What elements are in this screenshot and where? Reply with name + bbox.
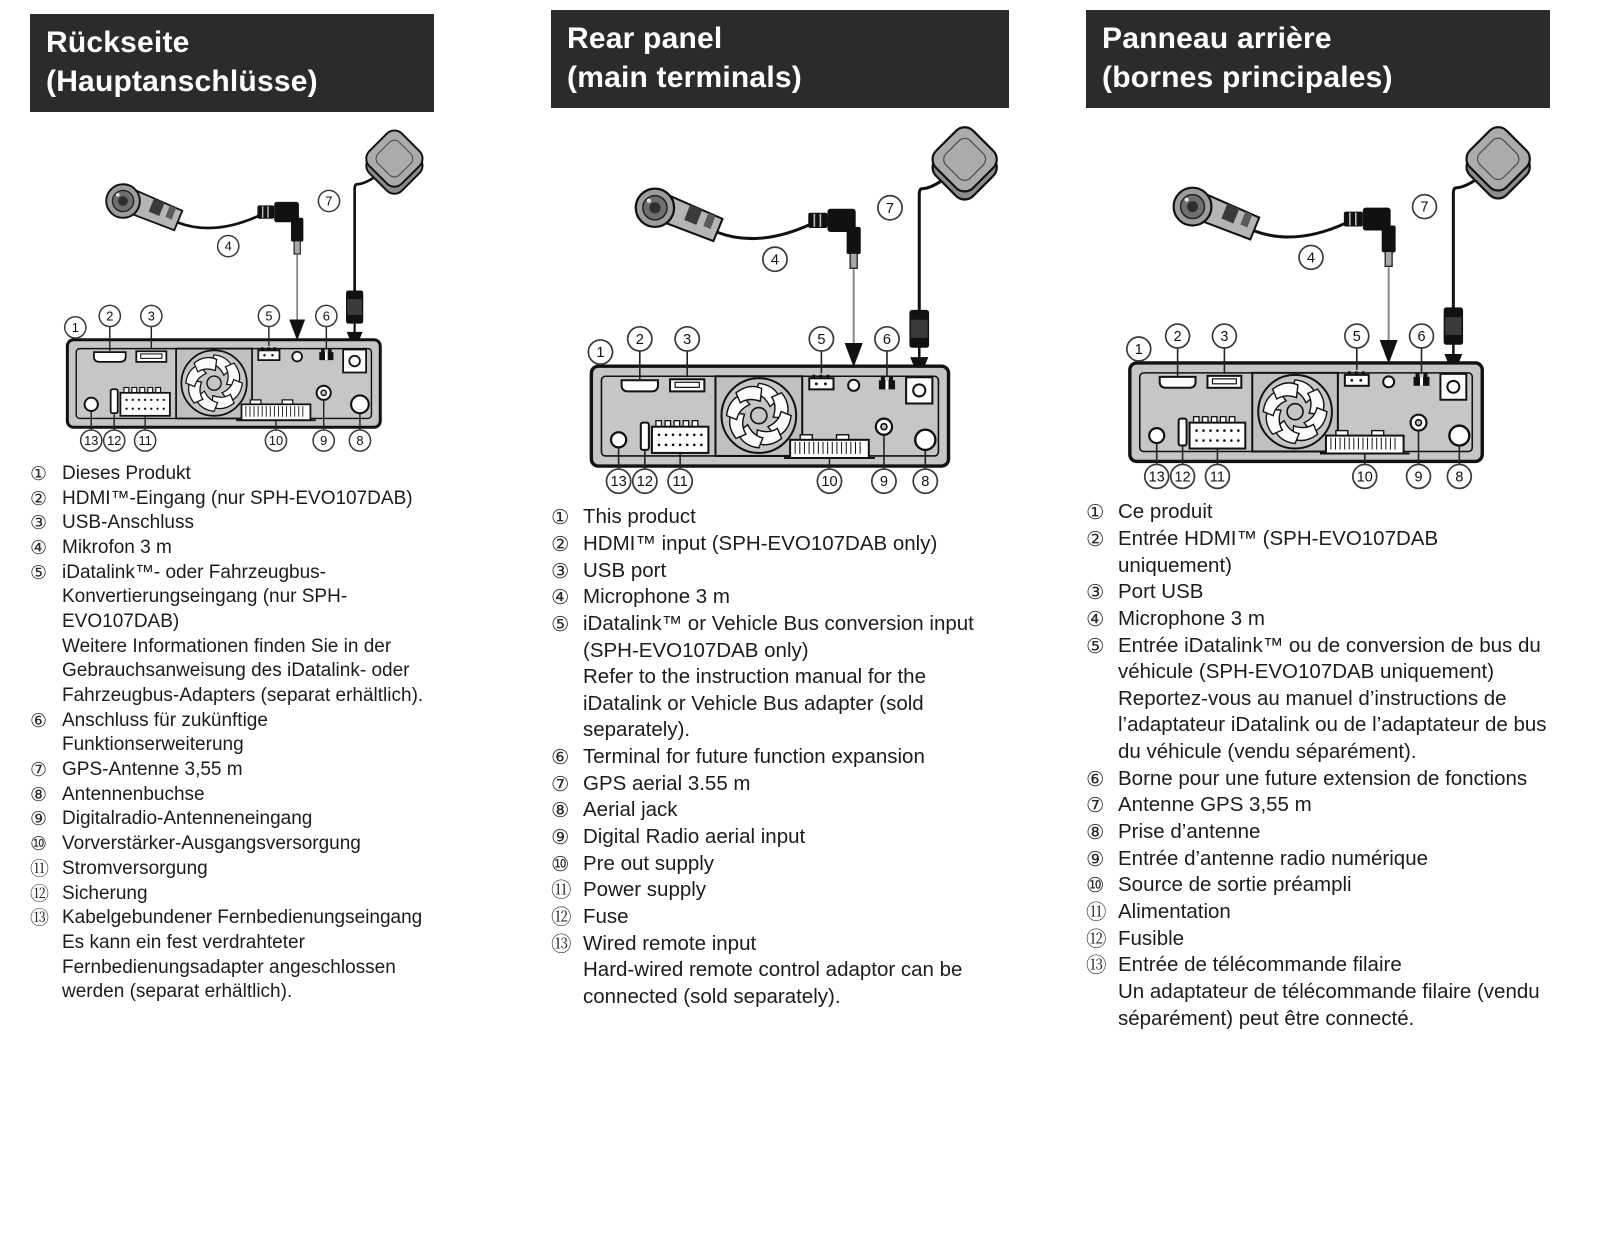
callout-7 bbox=[318, 190, 339, 211]
gps-antenna-icon bbox=[347, 126, 427, 351]
section-subtitle: (Hauptanschlüsse) bbox=[46, 65, 318, 98]
section-title: Rear panel bbox=[567, 22, 723, 55]
mic-jack bbox=[292, 352, 302, 362]
aerial-jack bbox=[351, 395, 369, 413]
item-number: ⑤ bbox=[30, 561, 48, 584]
svg-text:3: 3 bbox=[683, 331, 692, 348]
legend-item-9 bbox=[1086, 846, 1550, 873]
callout-5 bbox=[258, 305, 279, 326]
item-number: ⑫ bbox=[1086, 926, 1107, 951]
callout-1 bbox=[588, 340, 612, 364]
column-german bbox=[30, 14, 434, 1005]
section-header-de bbox=[30, 14, 434, 112]
legend-item-10 bbox=[551, 851, 1009, 878]
svg-text:6: 6 bbox=[322, 308, 330, 324]
svg-text:12: 12 bbox=[1174, 469, 1191, 486]
legend-item-9 bbox=[551, 824, 1009, 851]
item-text: iDatalink™- oder Fahrzeugbus-Konvertierungseingang (nur SPH-EVO107DAB) Weitere Informationen finden Sie in der Gebrauchsanweisung des iDatalink- oder Fahrzeugbus-Adapters (separat erhältlich). bbox=[62, 561, 434, 709]
legend-item-5 bbox=[30, 561, 434, 709]
item-number: ⑩ bbox=[551, 851, 570, 876]
callout-3 bbox=[1212, 324, 1236, 348]
legend-item-8 bbox=[1086, 819, 1550, 846]
hdmi-port bbox=[1160, 377, 1196, 388]
legend-item-2 bbox=[551, 531, 1009, 558]
callout-4 bbox=[218, 235, 239, 256]
callout-8 bbox=[913, 469, 937, 493]
item-number: ⑥ bbox=[1086, 766, 1105, 791]
wired-remote-jack bbox=[85, 398, 98, 411]
svg-text:3: 3 bbox=[147, 308, 155, 324]
svg-text:1: 1 bbox=[1134, 341, 1143, 358]
fuse bbox=[1179, 419, 1187, 446]
aerial-jack bbox=[915, 430, 935, 450]
legend-item-6 bbox=[1086, 766, 1550, 793]
usb-port bbox=[1207, 376, 1241, 388]
legend-item-1 bbox=[30, 462, 434, 487]
legend-item-8 bbox=[551, 797, 1009, 824]
section-header-fr bbox=[1086, 10, 1550, 108]
item-number: ⑪ bbox=[30, 857, 50, 880]
item-text: Entrée iDatalink™ ou de conversion de bus du véhicule (SPH-EVO107DAB uniquement) Reportez-vous au manuel d’instructions de l’adaptateur iDatalink ou de l’adaptateur de bus du véhicule (vendu séparément). bbox=[1118, 633, 1550, 766]
callout-12 bbox=[104, 430, 125, 451]
digital-radio-jack bbox=[876, 419, 892, 435]
item-number: ② bbox=[30, 487, 48, 510]
item-text: Aerial jack bbox=[583, 798, 678, 822]
callout-10 bbox=[1353, 464, 1377, 488]
svg-text:5: 5 bbox=[817, 331, 826, 348]
item-text: Terminal for future function expansion bbox=[583, 745, 925, 769]
item-number: ① bbox=[1086, 500, 1105, 525]
svg-text:13: 13 bbox=[84, 432, 99, 448]
item-text: USB-Anschluss bbox=[62, 512, 194, 534]
legend-item-12 bbox=[551, 904, 1009, 931]
callout-9 bbox=[313, 430, 334, 451]
legend-item-10 bbox=[30, 832, 434, 857]
svg-text:11: 11 bbox=[672, 474, 688, 491]
callout-7 bbox=[1413, 195, 1437, 219]
aerial-jack bbox=[1449, 426, 1469, 446]
digital-radio-jack bbox=[317, 386, 331, 400]
item-text: Borne pour une future extension de fonctions bbox=[1118, 766, 1528, 790]
item-text: Dieses Produkt bbox=[62, 462, 191, 484]
hdmi-port bbox=[94, 352, 126, 362]
item-text: Vorverstärker-Ausgangsversorgung bbox=[62, 833, 361, 855]
gps-antenna-icon bbox=[1444, 122, 1534, 376]
item-number: ③ bbox=[30, 512, 48, 535]
item-number: ⑨ bbox=[1086, 846, 1105, 871]
callout-3 bbox=[675, 327, 699, 351]
legend-item-6 bbox=[551, 744, 1009, 771]
callout-3 bbox=[141, 305, 162, 326]
legend-item-11 bbox=[1086, 899, 1550, 926]
svg-text:2: 2 bbox=[635, 331, 644, 348]
gps-jack bbox=[1440, 374, 1466, 400]
callout-6 bbox=[1410, 324, 1434, 348]
callout-10 bbox=[817, 469, 841, 493]
section-title: Rückseite bbox=[46, 26, 190, 59]
svg-text:3: 3 bbox=[1220, 329, 1229, 346]
usb-port bbox=[670, 379, 704, 391]
item-number: ⑫ bbox=[551, 904, 572, 929]
callout-4 bbox=[1299, 245, 1323, 269]
legend-fr bbox=[1086, 499, 1550, 1032]
arrow-down-icon bbox=[845, 343, 863, 367]
legend-item-10 bbox=[1086, 872, 1550, 899]
legend-item-5 bbox=[1086, 633, 1550, 766]
rear-panel-diagram-fr bbox=[1090, 121, 1536, 491]
item-number: ④ bbox=[1086, 606, 1105, 631]
item-text: Anschluss für zukünftige Funktionserweiterung bbox=[62, 709, 268, 756]
callout-13 bbox=[1145, 464, 1169, 488]
svg-text:1: 1 bbox=[596, 345, 605, 362]
item-number: ② bbox=[1086, 526, 1105, 551]
svg-text:8: 8 bbox=[921, 474, 930, 491]
usb-port bbox=[136, 351, 166, 362]
item-note: Reportez-vous au manuel d’instructions de l’adaptateur iDatalink ou de l’adaptateur de bus du véhicule (vendu séparément). bbox=[1118, 686, 1547, 764]
callout-13 bbox=[81, 430, 102, 451]
legend-item-4 bbox=[551, 584, 1009, 611]
svg-text:4: 4 bbox=[770, 252, 780, 269]
item-number: ⑫ bbox=[30, 882, 50, 905]
svg-text:4: 4 bbox=[224, 238, 232, 254]
callout-2 bbox=[1166, 324, 1190, 348]
item-number: ⑪ bbox=[551, 878, 572, 903]
callout-1 bbox=[1127, 337, 1151, 361]
item-number: ⑤ bbox=[1086, 633, 1105, 658]
legend-item-1 bbox=[551, 504, 1009, 531]
item-number: ⑦ bbox=[1086, 793, 1105, 818]
svg-text:11: 11 bbox=[138, 432, 152, 448]
section-subtitle: (bornes principales) bbox=[1102, 61, 1393, 94]
callout-9 bbox=[1407, 464, 1431, 488]
callout-5 bbox=[1345, 324, 1369, 348]
svg-text:10: 10 bbox=[821, 474, 838, 491]
item-text: Prise d’antenne bbox=[1118, 820, 1261, 844]
column-english bbox=[551, 10, 1009, 1010]
svg-text:2: 2 bbox=[106, 308, 114, 324]
callout-8 bbox=[1447, 464, 1471, 488]
svg-text:13: 13 bbox=[610, 474, 627, 491]
item-text: HDMI™ input (SPH-EVO107DAB only) bbox=[583, 531, 938, 555]
svg-text:9: 9 bbox=[320, 432, 328, 448]
rear-panel-diagram-en bbox=[551, 121, 1003, 496]
item-text: Microphone 3 m bbox=[583, 585, 730, 609]
callout-9 bbox=[872, 469, 896, 493]
svg-text:13: 13 bbox=[1148, 469, 1165, 486]
fuse bbox=[111, 389, 118, 413]
svg-text:6: 6 bbox=[1417, 329, 1426, 346]
legend-en bbox=[551, 504, 1009, 1010]
fuse bbox=[641, 423, 649, 450]
item-number: ⑬ bbox=[30, 907, 50, 930]
legend-item-12 bbox=[30, 882, 434, 907]
item-text: Digital Radio aerial input bbox=[583, 825, 806, 848]
item-text: Port USB bbox=[1118, 580, 1204, 604]
legend-item-2 bbox=[1086, 526, 1550, 579]
legend-de bbox=[30, 462, 434, 1005]
item-text: Sicherung bbox=[62, 882, 148, 904]
item-text: Mikrofon 3 m bbox=[62, 536, 172, 558]
digital-radio-jack bbox=[1411, 415, 1427, 431]
rear-panel-diagram-de bbox=[32, 125, 428, 454]
legend-item-7 bbox=[551, 771, 1009, 798]
legend-item-1 bbox=[1086, 499, 1550, 526]
item-number: ⑦ bbox=[551, 771, 570, 796]
svg-text:6: 6 bbox=[882, 331, 892, 348]
legend-item-9 bbox=[30, 807, 434, 832]
wired-remote-jack bbox=[611, 432, 626, 447]
svg-text:7: 7 bbox=[325, 193, 333, 209]
mic-jack bbox=[1383, 376, 1394, 387]
callout-12 bbox=[1171, 464, 1195, 488]
svg-text:7: 7 bbox=[885, 200, 895, 217]
legend-item-5 bbox=[551, 611, 1009, 744]
item-text: GPS-Antenne 3,55 m bbox=[62, 759, 243, 781]
callout-7 bbox=[878, 196, 902, 220]
legend-item-7 bbox=[30, 758, 434, 783]
item-number: ⑧ bbox=[551, 798, 570, 823]
callout-11 bbox=[135, 430, 156, 451]
svg-text:5: 5 bbox=[265, 308, 273, 324]
svg-text:8: 8 bbox=[356, 432, 364, 448]
callout-13 bbox=[606, 469, 630, 493]
item-number: ⑩ bbox=[1086, 873, 1105, 898]
callout-6 bbox=[316, 305, 337, 326]
legend-item-3 bbox=[551, 558, 1009, 585]
callout-11 bbox=[1205, 464, 1229, 488]
item-number: ⑥ bbox=[30, 709, 48, 732]
item-note: Hard-wired remote control adaptor can be connected (sold separately). bbox=[583, 958, 963, 1008]
legend-item-7 bbox=[1086, 792, 1550, 819]
legend-item-6 bbox=[30, 709, 434, 758]
mic-jack bbox=[848, 380, 859, 391]
item-text: Fusible bbox=[1118, 926, 1185, 950]
item-text: Microphone 3 m bbox=[1118, 606, 1265, 630]
section-header-en bbox=[551, 10, 1009, 108]
callout-1 bbox=[65, 317, 86, 338]
item-text: Digitalradio-Antenneneingang bbox=[62, 808, 313, 830]
hdmi-port bbox=[622, 380, 658, 391]
item-text: Antenne GPS 3,55 m bbox=[1118, 793, 1312, 817]
wired-remote-jack bbox=[1149, 428, 1164, 443]
svg-text:5: 5 bbox=[1352, 329, 1361, 346]
callout-11 bbox=[668, 469, 692, 493]
callout-5 bbox=[809, 327, 833, 351]
item-number: ① bbox=[30, 462, 48, 485]
item-note: Es kann ein fest verdrahteter Fernbedienungsadapter angeschlossen werden (separat erhältlich). bbox=[62, 931, 396, 1003]
item-text: This product bbox=[583, 505, 696, 529]
svg-text:10: 10 bbox=[268, 432, 284, 448]
item-note: Un adaptateur de télécommande filaire (vendu séparément) peut être connecté. bbox=[1118, 979, 1540, 1030]
item-number: ④ bbox=[551, 585, 570, 610]
callout-10 bbox=[265, 430, 286, 451]
gps-antenna-icon bbox=[910, 122, 1002, 379]
item-text: HDMI™-Eingang (nur SPH-EVO107DAB) bbox=[62, 487, 413, 509]
item-number: ① bbox=[551, 505, 570, 530]
gps-jack bbox=[906, 377, 932, 403]
svg-text:2: 2 bbox=[1173, 329, 1182, 346]
item-number: ③ bbox=[1086, 580, 1105, 605]
svg-text:9: 9 bbox=[879, 474, 889, 491]
item-note: Weitere Informationen finden Sie in der Gebrauchsanweisung des iDatalink- oder Fahrzeugbus-Adapters (separat erhältlich). bbox=[62, 635, 424, 706]
legend-item-4 bbox=[30, 536, 434, 561]
svg-text:1: 1 bbox=[71, 319, 79, 335]
legend-item-13 bbox=[551, 931, 1009, 1011]
item-text: Ce produit bbox=[1118, 500, 1213, 524]
item-note: Refer to the instruction manual for the iDatalink or Vehicle Bus adapter (sold separately). bbox=[583, 665, 926, 742]
item-number: ⑧ bbox=[30, 783, 48, 806]
svg-text:12: 12 bbox=[636, 474, 653, 491]
svg-text:12: 12 bbox=[107, 432, 122, 448]
item-number: ⑪ bbox=[1086, 899, 1107, 924]
item-text: Stromversorgung bbox=[62, 857, 208, 879]
legend-item-8 bbox=[30, 783, 434, 808]
svg-text:4: 4 bbox=[1306, 250, 1316, 267]
item-number: ② bbox=[551, 531, 570, 556]
item-number: ⑤ bbox=[551, 611, 570, 636]
item-text: Fuse bbox=[583, 904, 629, 928]
item-number: ⑦ bbox=[30, 759, 48, 782]
legend-item-3 bbox=[30, 511, 434, 536]
item-number: ⑥ bbox=[551, 745, 570, 770]
arrow-down-icon bbox=[289, 319, 305, 340]
item-number: ⑨ bbox=[551, 825, 570, 849]
item-number: ⑩ bbox=[30, 833, 48, 856]
item-number: ⑬ bbox=[1086, 953, 1107, 978]
legend-item-11 bbox=[551, 877, 1009, 904]
callout-2 bbox=[628, 327, 652, 351]
arrow-down-icon bbox=[1380, 340, 1398, 364]
svg-text:11: 11 bbox=[1209, 469, 1225, 486]
item-number: ⑬ bbox=[551, 931, 572, 956]
item-text: Alimentation bbox=[1118, 899, 1231, 923]
item-text: Pre out supply bbox=[583, 851, 715, 875]
item-text: Source de sortie préampli bbox=[1118, 873, 1352, 897]
callout-12 bbox=[633, 469, 657, 493]
section-title: Panneau arrière bbox=[1102, 22, 1332, 55]
svg-text:9: 9 bbox=[1414, 469, 1423, 486]
item-text: Kabelgebundener Fernbedienungseingang Es kann ein fest verdrahteter Fernbedienungsadapter angeschlossen werden (separat erhältlich). bbox=[62, 906, 434, 1005]
item-text: Entrée d’antenne radio numérique bbox=[1118, 846, 1428, 870]
gps-jack bbox=[343, 350, 366, 373]
item-number: ④ bbox=[30, 536, 48, 559]
legend-item-13 bbox=[1086, 952, 1550, 1032]
svg-text:8: 8 bbox=[1455, 469, 1464, 486]
legend-item-2 bbox=[30, 487, 434, 512]
callout-8 bbox=[349, 430, 370, 451]
svg-text:10: 10 bbox=[1356, 469, 1373, 486]
legend-item-13 bbox=[30, 906, 434, 1005]
item-number: ③ bbox=[551, 558, 570, 583]
callout-4 bbox=[763, 247, 787, 271]
legend-item-12 bbox=[1086, 926, 1550, 953]
callout-2 bbox=[99, 305, 120, 326]
item-number: ⑨ bbox=[30, 808, 48, 831]
item-text: USB port bbox=[583, 558, 667, 582]
item-text: Entrée HDMI™ (SPH-EVO107DAB uniquement) bbox=[1118, 526, 1439, 577]
item-text: Wired remote input Hard-wired remote control adaptor can be connected (sold separately). bbox=[583, 931, 1009, 1011]
callout-6 bbox=[875, 327, 899, 351]
legend-item-4 bbox=[1086, 606, 1550, 633]
item-number: ⑧ bbox=[1086, 820, 1105, 845]
item-text: Entrée de télécommande filaire Un adaptateur de télécommande filaire (vendu séparément) peut être connecté. bbox=[1118, 952, 1550, 1032]
section-subtitle: (main terminals) bbox=[567, 61, 802, 94]
item-text: GPS aerial 3.55 m bbox=[583, 771, 751, 795]
legend-item-11 bbox=[30, 857, 434, 882]
column-french bbox=[1086, 10, 1550, 1032]
item-text: Antennenbuchse bbox=[62, 783, 205, 805]
item-text: iDatalink™ or Vehicle Bus conversion input (SPH-EVO107DAB only) Refer to the instruction manual for the iDatalink or Vehicle Bus adapter (sold separately). bbox=[583, 611, 1009, 744]
svg-text:7: 7 bbox=[1420, 199, 1429, 216]
item-text: Power supply bbox=[583, 878, 707, 902]
legend-item-3 bbox=[1086, 579, 1550, 606]
